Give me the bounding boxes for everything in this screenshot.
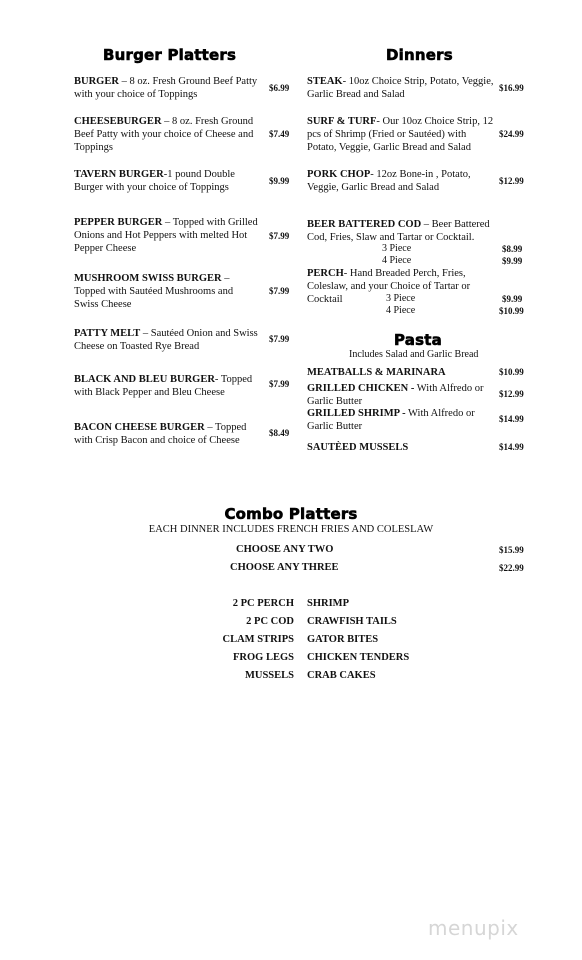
price-black-and-bleu-burger: $7.99 — [269, 379, 290, 389]
menu-item-pepper-burger: PEPPER BURGER – Topped with Grilled Onions and Hot Peppers with melted Hot Pepper Cheese — [74, 217, 258, 254]
menu-item-patty-melt: PATTY MELT – Sautéed Onion and Swiss Cheese on Toasted Rye Bread — [74, 328, 258, 352]
price-mushroom-swiss-burger: $7.99 — [269, 286, 290, 296]
combo-option: CHICKEN TENDERS — [307, 652, 410, 663]
menu-item-bacon-cheese-burger: BACON CHEESE BURGER – Topped with Crisp Bacon and choice of Cheese — [74, 422, 247, 446]
menu-item-mushroom-swiss-burger: MUSHROOM SWISS BURGER – Topped with Sautéed Mushrooms and Swiss Cheese — [74, 273, 234, 310]
price-cod-3-piece: $8.99 — [502, 244, 523, 254]
menu-item-perch: PERCH- Hand Breaded Perch, Fries, Coleslaw, and your Choice of Tartar or — [307, 268, 471, 292]
menu-item-steak: STEAK- 10oz Choice Strip, Potato, Veggie, Garlic Bread and Salad — [307, 76, 494, 100]
perch-desc-end: Cocktail — [307, 294, 343, 305]
combo-choose-two: CHOOSE ANY TWO — [236, 544, 334, 555]
price-steak: $16.99 — [499, 83, 524, 93]
price-choose-two: $15.99 — [499, 545, 524, 555]
price-cheeseburger: $7.49 — [269, 129, 290, 139]
price-pork-chop: $12.99 — [499, 176, 524, 186]
combo-option: SHRIMP — [307, 598, 349, 609]
menu-item-meatballs-marinara: MEATBALLS & MARINARA — [307, 367, 446, 378]
price-bacon-cheese-burger: $8.49 — [269, 428, 290, 438]
menu-item-grilled-shrimp: GRILLED SHRIMP - With Alfredo or Garlic Butter — [307, 408, 475, 432]
price-pepper-burger: $7.99 — [269, 231, 290, 241]
dinners-heading: Dinners — [386, 46, 453, 64]
menupix-watermark: menupix — [428, 916, 519, 940]
menu-item-black-and-bleu-burger: BLACK AND BLEU BURGER- Topped with Black Pepper and Bleu Cheese — [74, 374, 253, 398]
combo-subtitle: EACH DINNER INCLUDES FRENCH FRIES AND COLESLAW — [148, 524, 434, 535]
perch-option-4-piece: 4 Piece — [386, 305, 416, 316]
menu-item-cheeseburger: CHEESEBURGER – 8 oz. Fresh Ground Beef Patty with your choice of Cheese and Toppings — [74, 116, 254, 153]
price-tavern-burger: $9.99 — [269, 176, 290, 186]
price-perch-4-piece: $10.99 — [499, 306, 524, 316]
menu-item-grilled-chicken: GRILLED CHICKEN - With Alfredo or Garlic Butter — [307, 383, 484, 407]
combo-platters-heading: Combo Platters — [224, 505, 358, 523]
price-grilled-shrimp: $14.99 — [499, 414, 524, 424]
combo-option: MUSSELS — [244, 670, 294, 681]
price-grilled-chicken: $12.99 — [499, 389, 524, 399]
cod-option-4-piece: 4 Piece — [382, 255, 412, 266]
menu-item-pork-chop: PORK CHOP- 12oz Bone-in , Potato, Veggie, Garlic Bread and Salad — [307, 169, 471, 193]
price-sauteed-mussels: $14.99 — [499, 442, 524, 452]
price-burger: $6.99 — [269, 83, 290, 93]
combo-option: 2 PC PERCH — [232, 598, 294, 609]
pasta-heading: Pasta — [394, 331, 442, 349]
price-cod-4-piece: $9.99 — [502, 256, 523, 266]
price-surf-and-turf: $24.99 — [499, 129, 524, 139]
price-choose-three: $22.99 — [499, 563, 524, 573]
menu-item-beer-battered-cod: BEER BATTERED COD – Beer Battered Cod, Fries, Slaw and Tartar or Cocktail. — [307, 219, 490, 243]
pasta-subtitle: Includes Salad and Garlic Bread — [349, 349, 479, 360]
combo-option: CLAM STRIPS — [222, 634, 294, 645]
menu-item-surf-and-turf: SURF & TURF- Our 10oz Choice Strip, 12 pcs of Shrimp (Fried or Sautéed) with Potato, Veggie, Garlic Bread and Salad — [307, 116, 494, 153]
combo-option: CRAB CAKES — [307, 670, 376, 681]
menu-item-tavern-burger: TAVERN BURGER-1 pound Double Burger with your choice of Toppings — [74, 169, 235, 193]
combo-choose-three: CHOOSE ANY THREE — [230, 562, 339, 573]
menu-item-sauteed-mussels: SAUTÈED MUSSELS — [307, 442, 409, 453]
combo-option: GATOR BITES — [307, 634, 379, 645]
menu-item-burger: BURGER – 8 oz. Fresh Ground Beef Patty with your choice of Toppings — [74, 76, 258, 100]
cod-option-3-piece: 3 Piece — [382, 243, 412, 254]
combo-left-list — [160, 598, 294, 688]
price-perch-3-piece: $9.99 — [502, 294, 523, 304]
perch-option-3-piece: 3 Piece — [386, 293, 416, 304]
combo-right-list — [307, 598, 409, 688]
price-patty-melt: $7.99 — [269, 334, 290, 344]
price-meatballs-marinara: $10.99 — [499, 367, 524, 377]
burger-platters-heading: Burger Platters — [103, 46, 237, 64]
combo-option: FROG LEGS — [233, 652, 294, 663]
combo-option: CRAWFISH TAILS — [307, 616, 397, 627]
combo-option: 2 PC COD — [246, 616, 294, 627]
